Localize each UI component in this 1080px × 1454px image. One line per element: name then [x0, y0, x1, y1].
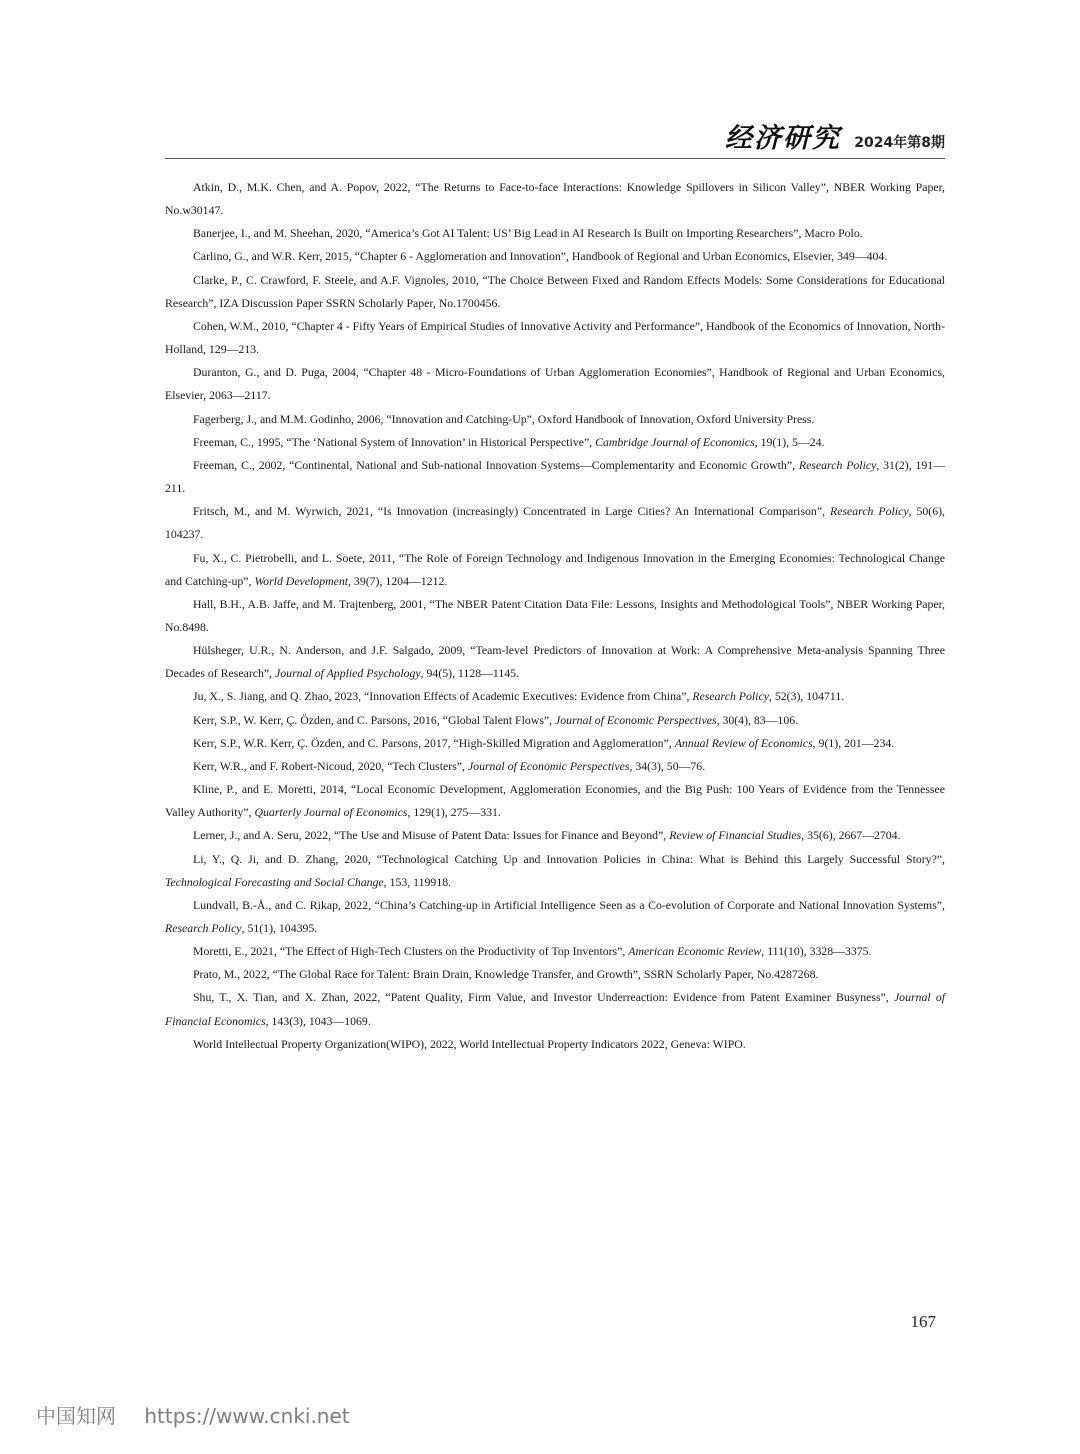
reference-journal: Journal of Economic Perspectives: [467, 758, 630, 773]
reference-text: Kerr, S.P., W.R. Kerr, Ç. Özden, and C. Parsons, 2017, “High-Skilled Migration and Agglomeration”,: [193, 735, 675, 750]
reference-journal: Cambridge Journal of Economics: [595, 434, 755, 449]
reference-item: [165, 755, 945, 778]
reference-text: Freeman, C., 1995, “The ‘National System of Innovation’ in Historical Perspective”,: [193, 434, 596, 449]
reference-citation-details: , 111(10), 3328—3375.: [761, 944, 872, 959]
reference-item: [165, 222, 945, 245]
reference-journal: Annual Review of Economics: [674, 735, 813, 750]
reference-citation-details: , 19(1), 5—24.: [754, 434, 825, 449]
reference-journal: Research Policy: [692, 689, 769, 704]
page-number: 167: [910, 1312, 936, 1331]
reference-text: Hall, B.H., A.B. Jaffe, and M. Trajtenberg, 2001, “The NBER Patent Citation Data File: Lessons, Insights and Methodological Tools”, NBER Working Paper, No.8498.: [165, 596, 945, 634]
reference-citation-details: , 94(5), 1128—1145.: [420, 666, 520, 681]
reference-text: Freeman, C., 2002, “Continental, National and Sub-national Innovation Systems—Complementarity and Economic Growth”,: [193, 457, 799, 472]
reference-journal: Quarterly Journal of Economics: [254, 805, 408, 820]
reference-text: World Intellectual Property Organization(WIPO), 2022, World Intellectual Property Indicators 2022, Geneva: WIPO.: [193, 1036, 746, 1051]
reference-item: [165, 408, 945, 431]
reference-citation-details: , 39(7), 1204—1212.: [348, 573, 448, 588]
reference-text: Fritsch, M., and M. Wyrwich, 2021, “Is Innovation (increasingly) Concentrated in Large Cities? An International Comparison”,: [193, 504, 830, 519]
reference-citation-details: , 143(3), 1043—1069.: [265, 1013, 371, 1028]
reference-text: Lerner, J., and A. Seru, 2022, “The Use and Misuse of Patent Data: Issues for Finance and Beyond”,: [193, 828, 670, 843]
reference-item: [165, 824, 945, 847]
reference-item: [165, 894, 945, 940]
reference-item: [165, 940, 945, 963]
reference-item: [165, 361, 945, 407]
reference-item: [165, 639, 945, 685]
reference-text: Ju, X., S. Jiang, and Q. Zhao, 2023, “Innovation Effects of Academic Executives: Evidence from China”,: [193, 689, 693, 704]
reference-citation-details: , 51(1), 104395.: [241, 921, 318, 935]
reference-citation-details: , 153, 119918.: [383, 874, 452, 889]
reference-text: Lundvall, B.-Å., and C. Rikap, 2022, “China’s Catching-up in Artificial Intelligence Seen as a Co-evolution of Corporate and National Innovation Systems”,: [193, 897, 945, 912]
reference-item: [165, 245, 945, 268]
reference-text: Cohen, W.M., 2010, “Chapter 4 - Fifty Years of Empirical Studies of Innovative Activity and Performance”, Handbook of the Economics of Innovation, North-Holland, 129—213.: [165, 318, 945, 357]
reference-item: [165, 269, 945, 315]
reference-journal: Research Policy: [165, 921, 242, 935]
reference-item: [165, 593, 945, 639]
reference-citation-details: , 129(1), 275—331.: [407, 805, 501, 820]
reference-citation-details: , 31(2), 191—211.: [165, 457, 946, 496]
reference-text: Atkin, D., M.K. Chen, and A. Popov, 2022, “The Returns to Face-to-face Interactions: Knowledge Spillovers in Silicon Valley”, NBER Working Paper, No.w30147.: [165, 180, 945, 218]
cnki-watermark: [36, 1400, 350, 1429]
reference-item: [165, 986, 945, 1032]
reference-journal: American Economic Review: [628, 944, 762, 959]
reference-text: Prato, M., 2022, “The Global Race for Talent: Brain Drain, Knowledge Transfer, and Growth”, SSRN Scholarly Paper, No.4287268.: [193, 967, 819, 982]
running-header: [165, 122, 945, 159]
reference-text: Fu, X., C. Pietrobelli, and L. Soete, 2011, “The Role of Foreign Technology and Indigenous Innovation in the Emerging Economies: Technological Change and Catching-up”,: [165, 550, 945, 588]
reference-item: [165, 547, 945, 593]
reference-citation-details: , 50(6), 104237.: [165, 504, 945, 542]
reference-text: Duranton, G., and D. Puga, 2004, “Chapter 48 - Micro-Foundations of Urban Agglomeration Economies”, Handbook of Regional and Urban Economics, Elsevier, 2063—2117.: [165, 365, 945, 403]
reference-journal: Review of Financial Studies: [669, 828, 802, 843]
issue-label: 2024年第8期: [854, 135, 945, 151]
reference-journal: Technological Forecasting and Social Change: [165, 874, 384, 889]
reference-item: [165, 176, 945, 222]
reference-item: [165, 1033, 945, 1056]
reference-text: Kline, P., and E. Moretti, 2014, “Local Economic Development, Agglomeration Economies, and the Big Push: 100 Years of Evidence from the Tennessee Valley Authority”,: [165, 782, 945, 820]
reference-item: [165, 315, 945, 361]
reference-text: Fagerberg, J., and M.M. Godinho, 2006, “Innovation and Catching-Up”, Oxford Handbook of Innovation, Oxford University Press.: [193, 411, 815, 426]
reference-citation-details: , 35(6), 2667—2704.: [801, 828, 901, 843]
reference-item: [165, 431, 945, 454]
reference-citation-details: , 52(3), 104711.: [768, 689, 845, 704]
reference-journal: World Development: [254, 573, 349, 588]
reference-item: [165, 732, 945, 755]
reference-text: Banerjee, I., and M. Sheehan, 2020, “America’s Got AI Talent: US’ Big Lead in AI Research Is Built on Importing Researchers”, Macro Polo.: [193, 226, 863, 241]
reference-item: [165, 685, 945, 708]
reference-item: [165, 778, 945, 824]
reference-citation-details: , 34(3), 50—76.: [629, 758, 706, 773]
watermark-url[interactable]: https://www.cnki.net: [144, 1404, 350, 1428]
reference-item: [165, 500, 945, 546]
reference-journal: Journal of Economic Perspectives: [555, 712, 717, 727]
reference-journal: Journal of Applied Psychology: [275, 666, 421, 681]
reference-item: [165, 709, 945, 732]
reference-text: Kerr, W.R., and F. Robert-Nicoud, 2020, “Tech Clusters”,: [193, 758, 468, 773]
reference-text: Clarke, P., C. Crawford, F. Steele, and A.F. Vignoles, 2010, “The Choice Between Fixed and Random Effects Models: Some Considerations for Educational Research”, IZA Discussion Paper SSRN Scholarly Paper, No.1700456.: [165, 272, 945, 310]
reference-citation-details: , 30(4), 83—106.: [716, 712, 799, 727]
reference-text: Li, Y., Q. Ji, and D. Zhang, 2020, “Technological Catching Up and Innovation Policies in China: What is Behind this Largely Successful Story?”,: [193, 851, 945, 866]
reference-text: Moretti, E., 2021, “The Effect of High-Tech Clusters on the Productivity of Top Inventors”,: [193, 944, 629, 959]
journal-logo: 经济研究: [725, 123, 841, 154]
reference-text: Hülsheger, U.R., N. Anderson, and J.F. Salgado, 2009, “Team-level Predictors of Innovation at Work: A Comprehensive Meta-analysis Spanning Three Decades of Research”,: [165, 643, 945, 681]
watermark-site-name: 中国知网: [36, 1404, 116, 1428]
reference-item: [165, 848, 945, 894]
reference-text: Kerr, S.P., W. Kerr, Ç. Özden, and C. Parsons, 2016, “Global Talent Flows”,: [193, 712, 556, 727]
reference-journal: Journal of Financial Economics: [165, 990, 946, 1028]
reference-journal: Research Policy: [830, 504, 909, 519]
reference-text: Carlino, G., and W.R. Kerr, 2015, “Chapter 6 - Agglomeration and Innovation”, Handbook of Regional and Urban Economics, Elsevier, 349—404.: [193, 249, 888, 264]
reference-text: Shu, T., X. Tian, and X. Zhan, 2022, “Patent Quality, Firm Value, and Investor Underreaction: Evidence from Patent Examiner Busyness”,: [193, 990, 894, 1005]
reference-item: [165, 454, 945, 500]
reference-list: [165, 176, 945, 1056]
reference-citation-details: , 9(1), 201—234.: [812, 735, 895, 750]
reference-item: [165, 963, 945, 986]
reference-journal: Research Policy: [798, 457, 877, 472]
